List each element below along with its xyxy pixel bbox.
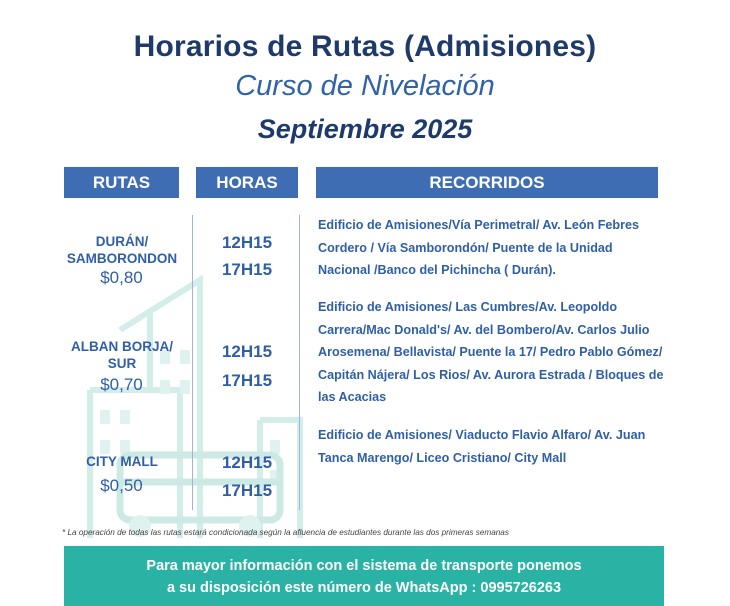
column-header-rutas: RUTAS [64,167,179,198]
contact-banner [64,546,664,606]
route-name-alban-borja: ALBAN BORJA/ SUR [70,339,173,371]
column-header-horas: HORAS [196,167,298,198]
contact-line: a su disposición este número de WhatsApp : 0995726263 [166,580,562,596]
column-divider [299,215,300,510]
route-hour: 17H15 [221,371,273,390]
route-hour: 12H15 [221,233,273,252]
route-hour: 17H15 [221,260,273,279]
contact-line: Para mayor información con el sistema de transporte ponemos [146,558,582,574]
route-hour: 12H15 [221,453,273,472]
route-hour: 12H15 [221,342,273,361]
page-title: Horarios de Rutas (Admisiones) [133,30,597,63]
route-itinerary-duran: Edificio de Amisiones/Vía Perimetral/ Av. León Febres Cordero / Vía Samborondón/ Puente de la Unidad Nacional /Banco del Pichincha ( Durán). [318,218,640,277]
route-itinerary-city-mall: Edificio de Amisiones/ Viaducto Flavio Alfaro/ Av. Juan Tanca Marengo/ Liceo Cristiano/ City Mall [318,428,646,465]
page-period: Septiembre 2025 [257,114,473,144]
route-itinerary-alban-borja: Edificio de Amisiones/ Las Cumbres/Av. Leopoldo Carrera/Mac Donald's/ Av. del Bombero/Av. Carlos Julio Arosemena/ Bellavista/ Puente la 17/ Pedro Pablo Gómez/ Capitán Nájera/ Los Rios/ Av. Aurora Estrada / Bloques de las Acacias [318,300,664,404]
footnote: * La operación de todas las rutas estará condicionada según la afluencia de estudiantes durante las dos primeras semanas [62,528,509,537]
route-price-duran: $0,80 [100,268,143,287]
route-price-city-mall: $0,50 [100,476,143,495]
page-subtitle: Curso de Nivelación [235,70,495,102]
column-divider [192,215,193,510]
route-price-alban-borja: $0,70 [100,375,143,394]
route-name-city-mall: CITY MALL [86,454,158,469]
route-name-duran: DURÁN/ SAMBORONDON [66,234,178,266]
route-hour: 17H15 [221,481,273,500]
column-header-recorridos: RECORRIDOS [316,167,658,198]
